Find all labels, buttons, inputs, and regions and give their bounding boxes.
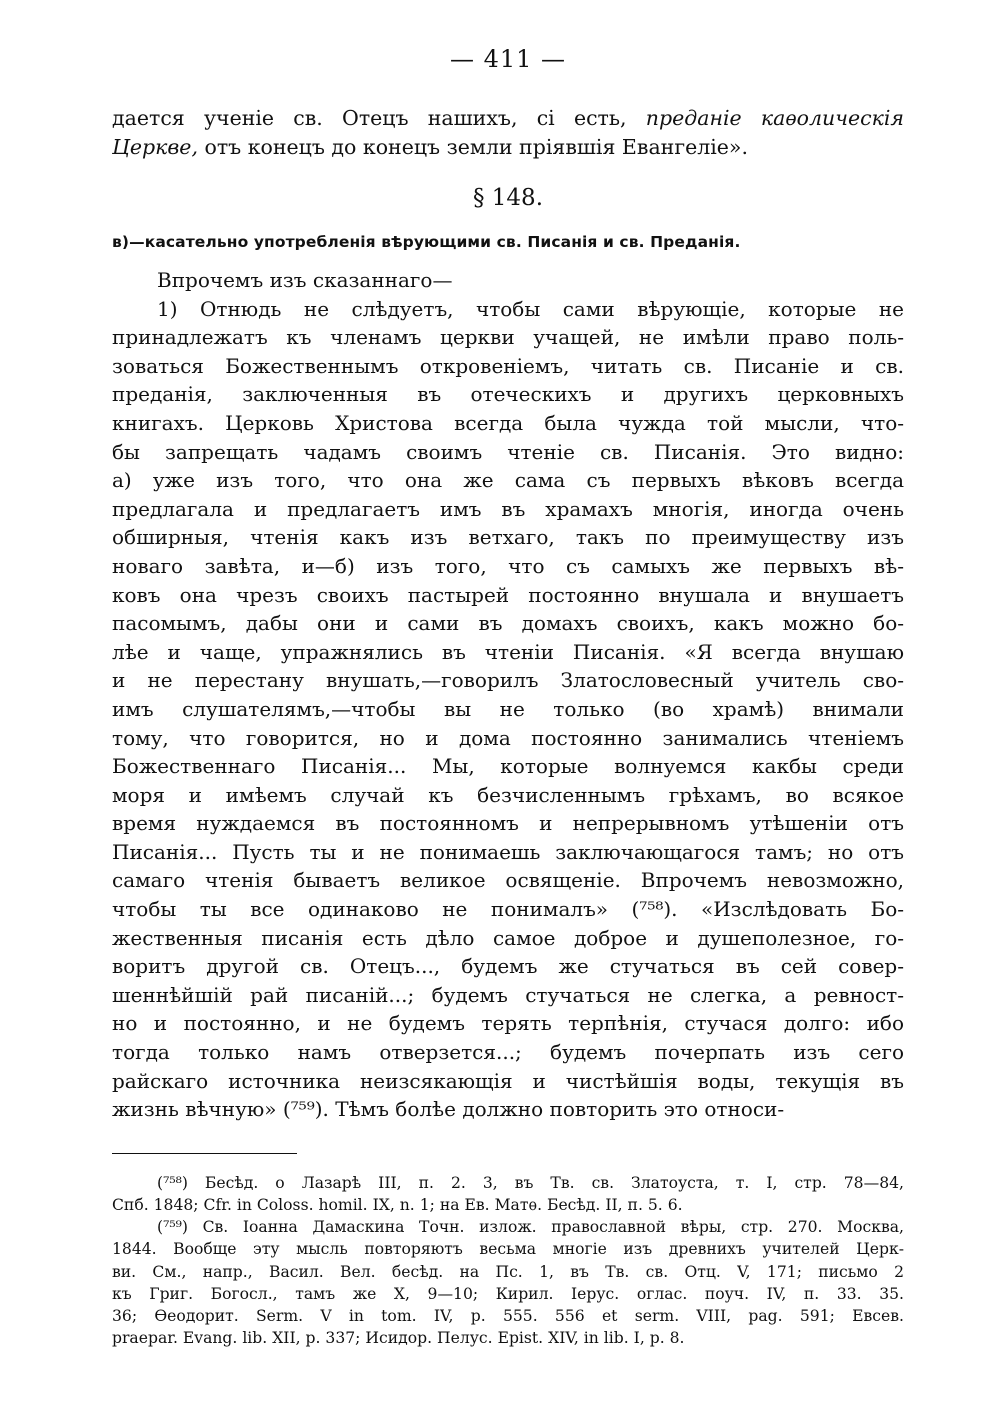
body-line: время нуждаемся въ постоянномъ и непрерывномъ утѣшеніи отъ — [112, 811, 904, 836]
text-run: дается ученіе св. Отецъ нашихъ, сі есть, — [112, 106, 646, 130]
body-line: шеннѣйшій рай писаній...; будемъ стучаться не слегка, а ревност- — [112, 982, 904, 1007]
footnote-separator — [112, 1153, 297, 1154]
continuation-line — [112, 133, 904, 162]
body-line: и не перестану внушать,—говорилъ Златословесный учитель сво- — [112, 668, 904, 693]
italic-run: преданіе каѳолическія — [645, 106, 904, 130]
body-line: принадлежатъ къ членамъ церкви учащей, не имѣли право поль- — [112, 325, 904, 350]
body-line: воритъ другой св. Отецъ..., будемъ же стучаться въ сей совер- — [112, 954, 904, 979]
text-run: отъ конецъ до конецъ земли пріявшія Евангеліе». — [197, 135, 748, 159]
body-line: предлагала и предлагаетъ имъ въ храмахъ многія, иногда очень — [112, 496, 904, 521]
body-line: моря и имѣемъ случай къ безчисленнымъ грѣхамъ, во всякое — [112, 782, 904, 807]
book-page — [112, 42, 904, 1349]
body-line: Впрочемъ изъ сказаннаго— — [157, 268, 453, 292]
body-line: обширныя, чтенія какъ изъ ветхаго, такъ по преимуществу изъ — [112, 525, 904, 550]
italic-run: Церкве, — [112, 135, 198, 159]
body-line: райскаго источника неизсякающія и чистѣйшія воды, текущія въ — [112, 1068, 904, 1093]
footnote-line: 36; Ѳеодорит. Serm. V in tom. IV, p. 555. 556 et serm. VIII, pag. 591; Евсев. — [112, 1307, 904, 1326]
body-line: ковъ она чрезъ своихъ пастырей постоянно внушала и внушаетъ — [112, 582, 904, 607]
subsection-heading: в)—касательно употребленія вѣрующими св. Писанія и св. Преданія. — [112, 233, 741, 251]
body-line: лѣе и чаще, упражнялись въ чтеніи Писанія. «Я всегда внушаю — [112, 639, 904, 664]
footnote-line: Спб. 1848; Cfr. in Coloss. homil. IX, n. 1; на Ев. Матѳ. Бесѣд. II, п. 5. 6. — [112, 1196, 683, 1215]
body-line: новаго завѣта, и—б) изъ того, что съ самыхъ же первыхъ вѣ- — [112, 553, 904, 578]
footnote-line: (⁷⁵⁸) Бесѣд. о Лазарѣ III, п. 2. 3, въ Тв. св. Златоуста, т. I, стр. 78—84, — [157, 1173, 904, 1192]
body-line: самаго чтенія бываетъ великое освященіе. Впрочемъ невозможно, — [112, 868, 904, 893]
footnote-line: (⁷⁵⁹) Св. Іоанна Дамаскина Точн. излож. православной вѣры, стр. 270. Москва, — [157, 1218, 904, 1237]
footnote-line: 1844. Вообще эту мысль повторяютъ весьма многіе изъ древнихъ учителей Церк- — [112, 1240, 904, 1259]
body-line: тогда только намъ отверзется...; будемъ почерпать изъ сего — [112, 1040, 904, 1065]
body-line: жизнь вѣчную» (⁷⁵⁹). Тѣмъ болѣе должно повторить это относи- — [112, 1097, 785, 1122]
body-line: но и постоянно, и не будемъ терять терпѣнія, стучася долго: ибо — [112, 1011, 904, 1036]
page-number: — 411 — — [449, 45, 567, 73]
body-line: преданія, заключенныя въ отеческихъ и другихъ церковныхъ — [112, 382, 904, 407]
footnote-line: praepar. Evang. lib. XII, p. 337; Исидор. Пелус. Epist. XIV, in lib. I, p. 8. — [112, 1329, 685, 1348]
body-line: бы запрещать чадамъ своимъ чтеніе св. Писанія. Это видно: — [112, 439, 904, 464]
continuation-line — [112, 104, 904, 133]
body-line: чтобы ты все одинаково не понималъ» (⁷⁵⁸). «Изслѣдовать Бо- — [112, 897, 904, 922]
body-line: пасомымъ, дабы они и сами въ домахъ своихъ, какъ можно бо- — [112, 611, 904, 636]
body-line: Божественнаго Писанія... Мы, которые волнуемся какбы среди — [112, 754, 904, 779]
body-line: тому, что говорится, но и дома постоянно занимались чтеніемъ — [112, 725, 904, 750]
body-line: зоваться Божественнымъ откровеніемъ, читать св. Писаніе и св. — [112, 353, 904, 378]
body-text — [112, 266, 904, 1124]
footnote-line: ви. См., напр., Васил. Вел. бесѣд. на Пс. 1, въ Тв. св. Отц. V, 171; письмо 2 — [112, 1262, 904, 1281]
body-line: книгахъ. Церковь Христова всегда была чужда той мысли, что- — [112, 410, 904, 435]
body-line: 1) Отнюдь не слѣдуетъ, чтобы сами вѣрующіе, которые не — [157, 296, 904, 321]
section-heading: § 148. — [472, 185, 544, 211]
footnote-line: къ Григ. Богосл., тамъ же X, 9—10; Кирил. Iерус. оглас. поуч. IV, п. 33. 35. — [112, 1284, 904, 1303]
body-line: Писанія... Пусть ты и не понимаешь заключающагося тамъ; но отъ — [112, 839, 904, 864]
body-line: а) уже изъ того, что она же сама съ первыхъ вѣковъ всегда — [112, 468, 904, 493]
footnotes — [112, 1172, 904, 1350]
body-line: имъ слушателямъ,—чтобы вы не только (во храмѣ) внимали — [112, 696, 904, 721]
body-line: жественныя писанія есть дѣло самое доброе и душеполезное, го- — [112, 925, 904, 950]
